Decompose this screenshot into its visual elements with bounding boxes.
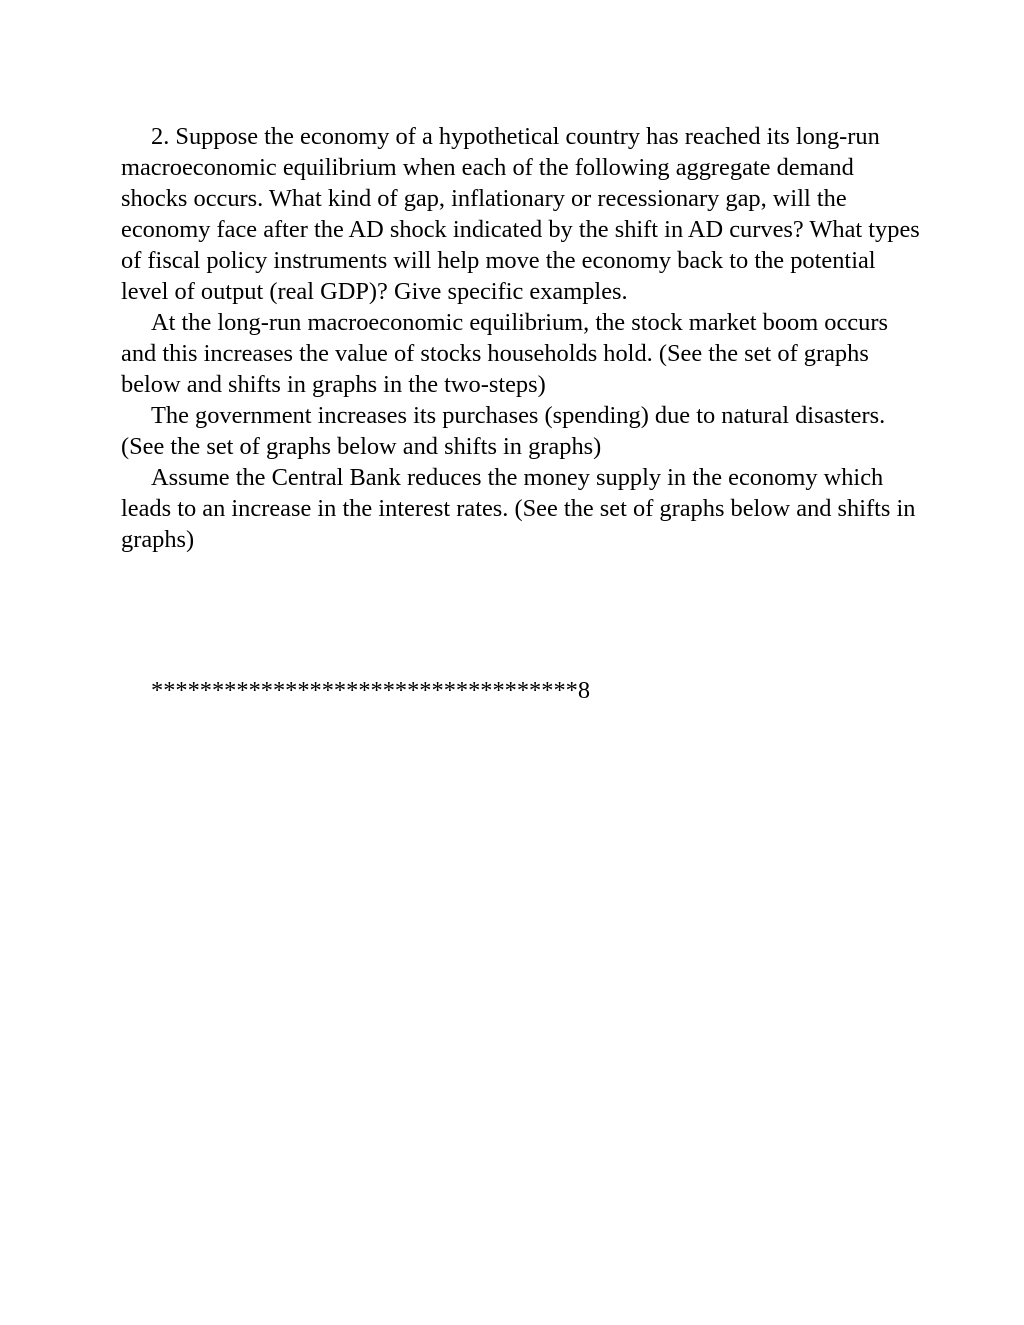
question-body xyxy=(121,121,921,555)
question-prompt-paragraph: 2. Suppose the economy of a hypothetical country has reached its long-run macroeconomic equilibrium when each of the following aggregate demand shocks occurs. What kind of gap, inflationary or recessionary gap, will the economy face after the AD shock indicated by the shift in AD curves? What types of fiscal policy instruments will help move the economy back to the potential level of output (real GDP)? Give specific examples. xyxy=(121,123,920,305)
asterisk-separator-line: ***********************************8 xyxy=(151,677,591,704)
government-spending-paragraph: The government increases its purchases (spending) due to natural disasters. (See the set of graphs below and shifts in graphs) xyxy=(121,402,886,460)
money-supply-paragraph: Assume the Central Bank reduces the money supply in the economy which leads to an increase in the interest rates. (See the set of graphs below and shifts in graphs) xyxy=(121,464,916,553)
stock-market-boom-paragraph: At the long-run macroeconomic equilibrium, the stock market boom occurs and this increases the value of stocks households hold. (See the set of graphs below and shifts in graphs in the two-steps) xyxy=(121,309,888,398)
